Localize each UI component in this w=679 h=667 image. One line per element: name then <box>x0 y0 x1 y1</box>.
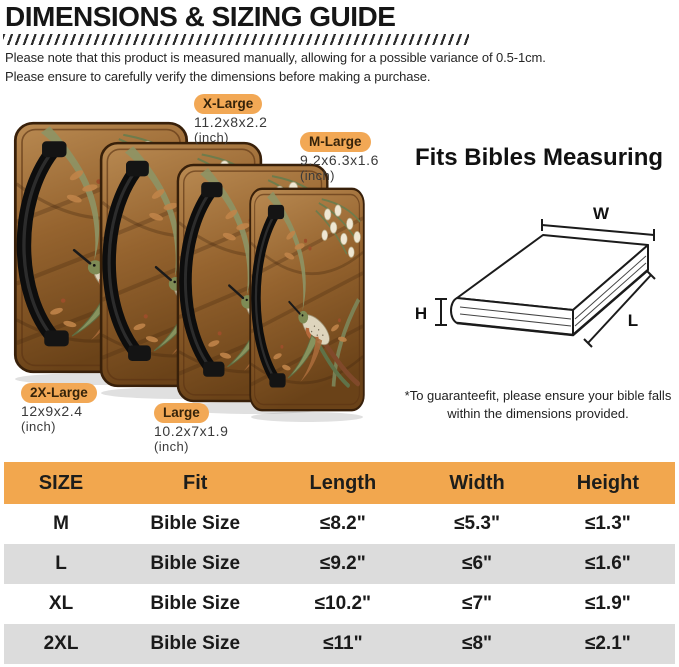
table-header-height: Height <box>576 472 639 494</box>
label-xlarge <box>194 94 267 145</box>
unit-xlarge: (inch) <box>194 130 229 145</box>
table-header-width: Width <box>449 472 505 494</box>
size-badge-large: Large <box>154 403 209 423</box>
unit-2xlarge: (inch) <box>21 419 56 434</box>
table-cell: ≤6" <box>462 553 493 574</box>
label-2xlarge <box>21 383 97 434</box>
table-row-xl <box>4 584 675 624</box>
table-row-l <box>4 544 675 584</box>
table-header-row <box>4 462 675 504</box>
book-dimension-diagram <box>405 195 675 360</box>
fit-note-line-2: within the dimensions provided. <box>447 406 629 421</box>
table-cell: ≤10.2" <box>314 593 372 614</box>
table-row-m <box>4 504 675 544</box>
disclaimer-line-2: Please ensure to carefully verify the dimensions before making a purchase. <box>5 69 431 84</box>
table-cell: ≤7" <box>462 593 493 614</box>
table-cell: ≤9.2" <box>319 553 366 574</box>
table-row-2xl <box>4 624 675 664</box>
table-cell: Bible Size <box>150 513 241 534</box>
table-cell: 2XL <box>43 633 79 654</box>
disclaimer-line-1: Please note that this product is measured manually, allowing for a possible variance of 0.5-1cm. <box>5 50 546 65</box>
unit-large: (inch) <box>154 439 189 454</box>
fits-heading: Fits Bibles Measuring <box>414 144 664 171</box>
unit-mlarge: (inch) <box>300 168 335 183</box>
dimensions-2xlarge: 12x9x2.4 <box>21 403 83 419</box>
table-cell: ≤5.3" <box>454 513 500 534</box>
table-cell: XL <box>48 593 74 614</box>
page-title: DIMENSIONS & SIZING GUIDE <box>5 1 396 32</box>
table-cell: ≤2.1" <box>584 633 631 654</box>
table-header-size: SIZE <box>38 472 84 494</box>
size-table <box>4 462 675 664</box>
size-badge-xlarge: X-Large <box>194 94 262 114</box>
size-badge-2xlarge: 2X-Large <box>21 383 97 403</box>
dimensions-mlarge: 9.2x6.3x1.6 <box>300 152 379 168</box>
label-large <box>154 403 229 454</box>
table-cell: Bible Size <box>150 593 241 614</box>
dimensions-xlarge: 11.2x8x2.2 <box>194 114 268 130</box>
size-badge-mlarge: M-Large <box>300 132 371 152</box>
table-cell: ≤1.6" <box>584 553 631 574</box>
height-dimension-line <box>435 299 447 325</box>
table-cell: ≤11" <box>323 633 363 654</box>
bible-cover-mlarge <box>250 189 364 410</box>
width-label: W <box>592 204 610 223</box>
hatched-divider <box>3 34 469 45</box>
table-cell: ≤8" <box>462 633 493 654</box>
table-header-fit: Fit <box>183 472 208 494</box>
table-header-length: Length <box>309 472 377 494</box>
table-cell: L <box>55 553 67 574</box>
table-cell: ≤8.2" <box>319 513 366 534</box>
table-cell: M <box>53 513 69 534</box>
table-cell: Bible Size <box>150 633 241 654</box>
height-label: H <box>414 304 428 323</box>
table-cell: ≤1.3" <box>584 513 631 534</box>
length-label: L <box>627 311 639 330</box>
table-cell: ≤1.9" <box>584 593 631 614</box>
table-cell: Bible Size <box>150 553 241 574</box>
fit-note-line-1: *To guaranteefit, please ensure your bible falls <box>404 388 672 403</box>
dimensions-large: 10.2x7x1.9 <box>154 423 229 439</box>
label-mlarge <box>300 132 379 183</box>
